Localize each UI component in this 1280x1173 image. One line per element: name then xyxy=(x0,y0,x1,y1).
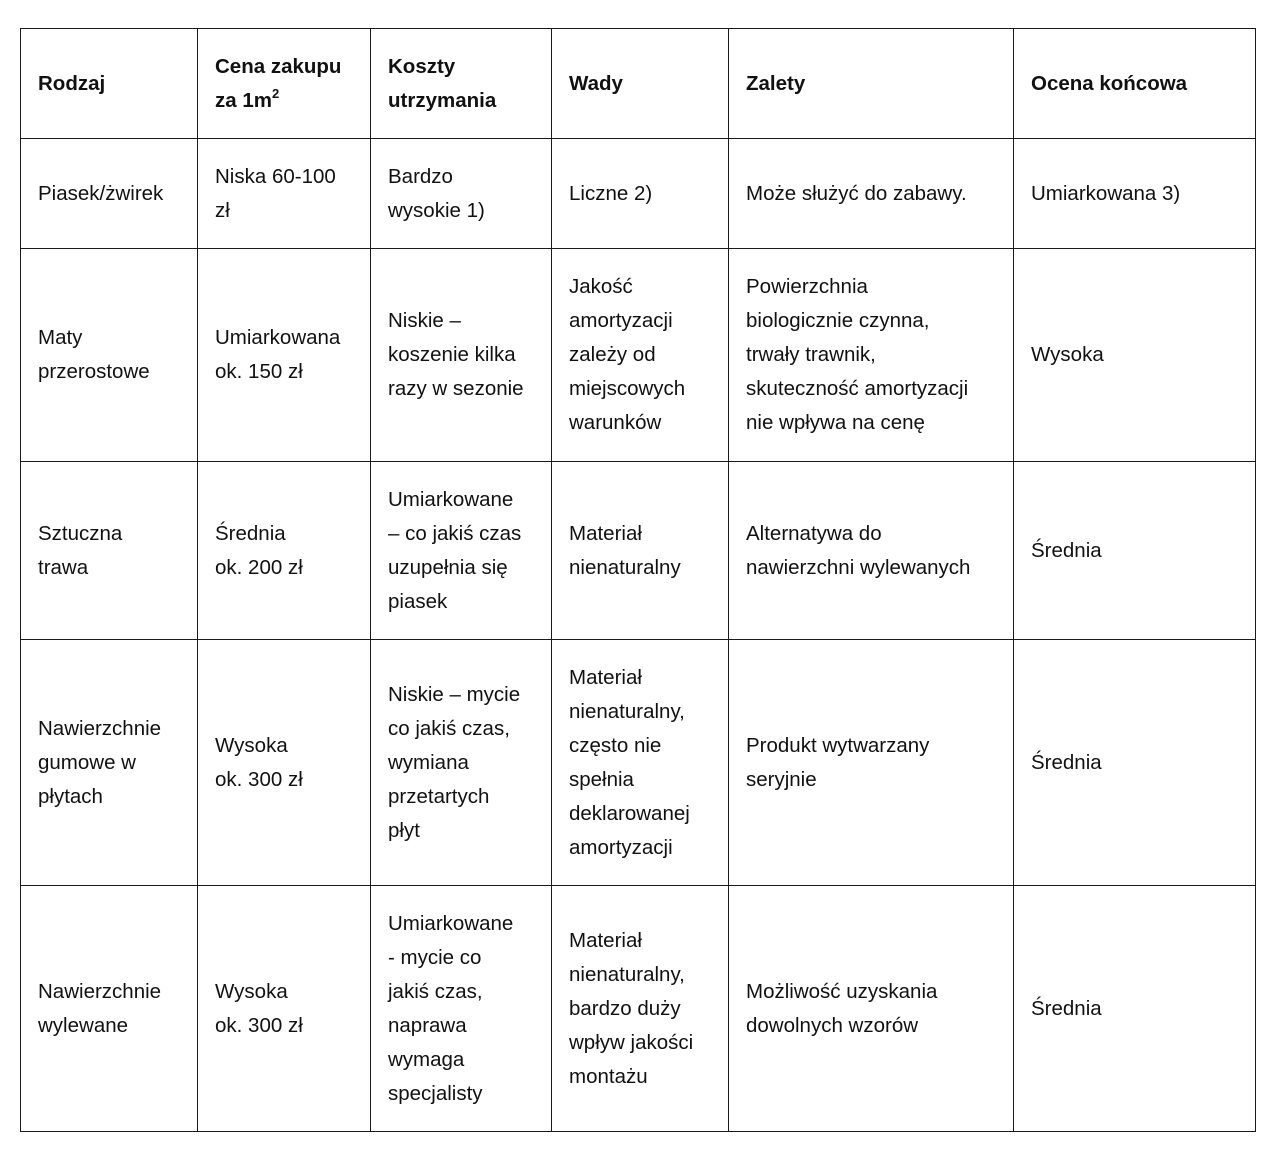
cell-rodzaj: Sztuczna trawa xyxy=(21,462,198,640)
table-row xyxy=(21,462,1256,640)
cell-ocena: Średnia xyxy=(1014,640,1256,886)
cell-zalety: Powierzchnia biologicznie czynna, trwały trawnik, skuteczność amortyzacji nie wpływa na cenę xyxy=(729,249,1014,462)
cell-rodzaj: Nawierzchnie gumowe w płytach xyxy=(21,640,198,886)
cell-ocena: Średnia xyxy=(1014,886,1256,1132)
header-cena-line2: za 1m xyxy=(215,88,272,112)
cell-koszty: Umiarkowane - mycie co jakiś czas, naprawa wymaga specjalisty xyxy=(371,886,552,1132)
cell-ocena: Umiarkowana 3) xyxy=(1014,139,1256,249)
cell-ocena: Średnia xyxy=(1014,462,1256,640)
table-row xyxy=(21,139,1256,249)
table-row xyxy=(21,249,1256,462)
cell-wady: Liczne 2) xyxy=(552,139,729,249)
cell-koszty: Umiarkowane – co jakiś czas uzupełnia się piasek xyxy=(371,462,552,640)
cell-cena: Umiarkowana ok. 150 zł xyxy=(198,249,371,462)
cell-zalety: Produkt wytwarzany seryjnie xyxy=(729,640,1014,886)
header-row xyxy=(21,29,1256,139)
cell-koszty: Bardzo wysokie 1) xyxy=(371,139,552,249)
header-rodzaj: Rodzaj xyxy=(21,29,198,139)
cell-wady: Materiał nienaturalny xyxy=(552,462,729,640)
comparison-table xyxy=(20,28,1256,1132)
header-cena xyxy=(198,29,371,139)
header-cena-line1: Cena zakupu xyxy=(215,54,342,78)
cell-cena: Niska 60-100 zł xyxy=(198,139,371,249)
cell-wady: Materiał nienaturalny, często nie spełnia deklarowanej amortyzacji xyxy=(552,640,729,886)
cell-cena: Średnia ok. 200 zł xyxy=(198,462,371,640)
cell-wady: Jakość amortyzacji zależy od miejscowych warunków xyxy=(552,249,729,462)
header-wady: Wady xyxy=(552,29,729,139)
cell-zalety: Możliwość uzyskania dowolnych wzorów xyxy=(729,886,1014,1132)
header-cena-superscript: 2 xyxy=(271,85,280,101)
cell-koszty: Niskie – koszenie kilka razy w sezonie xyxy=(371,249,552,462)
cell-koszty: Niskie – mycie co jakiś czas, wymiana przetartych płyt xyxy=(371,640,552,886)
cell-rodzaj: Piasek/żwirek xyxy=(21,139,198,249)
cell-rodzaj: Nawierzchnie wylewane xyxy=(21,886,198,1132)
cell-zalety: Alternatywa do nawierzchni wylewanych xyxy=(729,462,1014,640)
cell-rodzaj: Maty przerostowe xyxy=(21,249,198,462)
header-koszty: Koszty utrzymania xyxy=(371,29,552,139)
cell-wady: Materiał nienaturalny, bardzo duży wpływ jakości montażu xyxy=(552,886,729,1132)
cell-ocena: Wysoka xyxy=(1014,249,1256,462)
header-ocena: Ocena końcowa xyxy=(1014,29,1256,139)
cell-zalety: Może służyć do zabawy. xyxy=(729,139,1014,249)
cell-cena: Wysoka ok. 300 zł xyxy=(198,886,371,1132)
header-zalety: Zalety xyxy=(729,29,1014,139)
table-row xyxy=(21,886,1256,1132)
cell-cena: Wysoka ok. 300 zł xyxy=(198,640,371,886)
table-row xyxy=(21,640,1256,886)
